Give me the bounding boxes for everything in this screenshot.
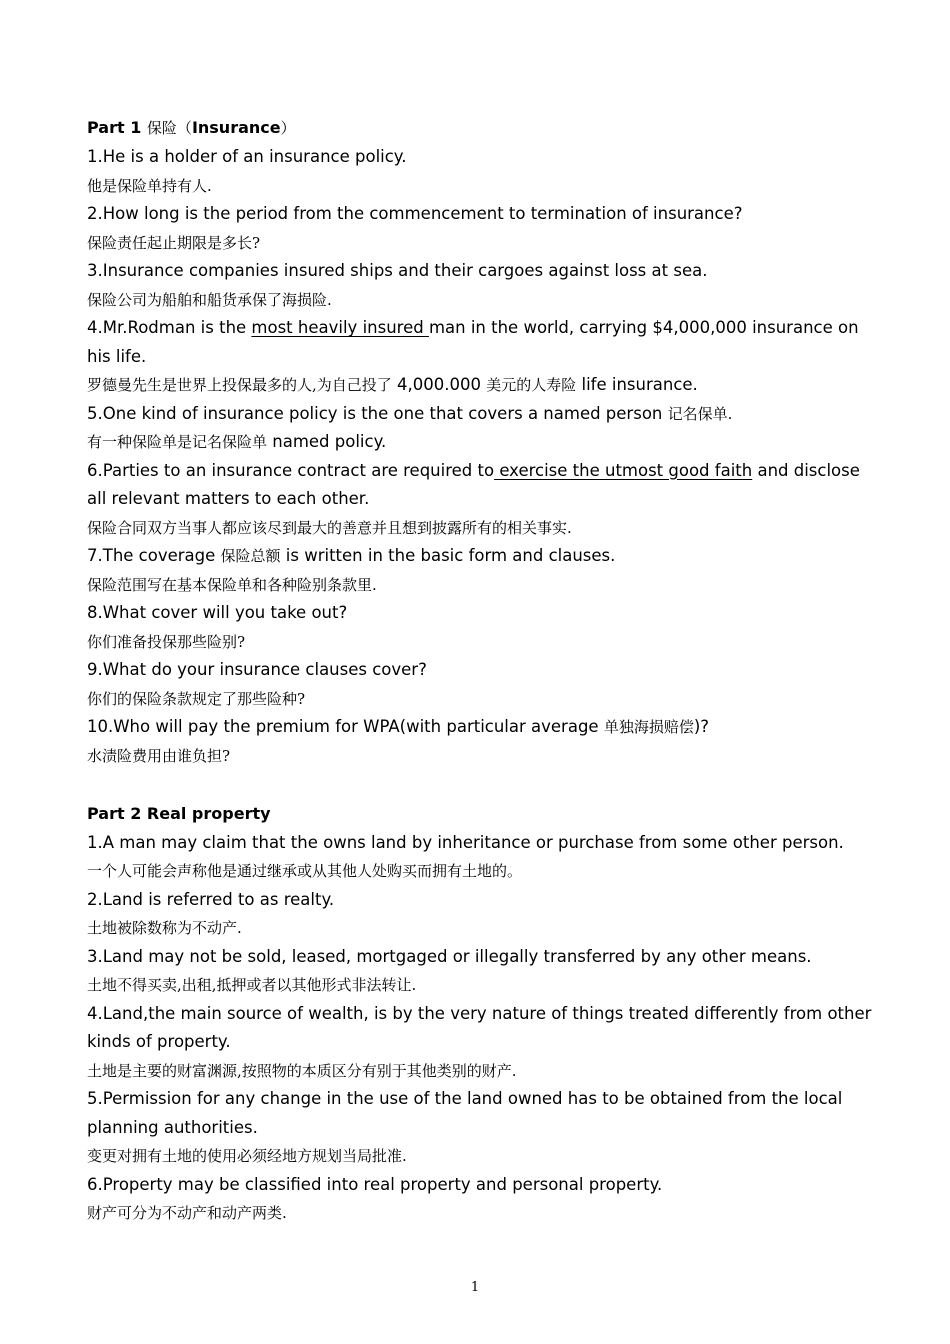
part1-item-9-cn: 你们的保险条款规定了那些险种? xyxy=(87,689,306,708)
part1-item-3-en: 3.Insurance companies insured ships and their cargoes against loss at sea. xyxy=(87,261,708,280)
part1-item-4-cn: 罗德曼先生是世界上投保最多的人,为自己投了 4,000.000 美元的人寿险 life insurance. xyxy=(87,375,698,394)
part1-item-1-cn: 他是保险单持有人. xyxy=(87,176,212,195)
part1-item-2-en: 2.How long is the period from the commencement to termination of insurance? xyxy=(87,204,743,223)
part1-item-7-cn: 保险范围写在基本保险单和各种险别条款里. xyxy=(87,575,377,594)
part2-heading: Part 2 Real property xyxy=(87,803,271,823)
part1-item-8-en: 8.What cover will you take out? xyxy=(87,603,348,622)
part1-item-8-cn: 你们准备投保那些险别? xyxy=(87,632,246,651)
part2-item-3-en: 3.Land may not be sold, leased, mortgaged or illegally transferred by any other means. xyxy=(87,946,812,966)
section-spacer xyxy=(87,770,877,799)
part2-item-1-en: 1.A man may claim that the owns land by inheritance or purchase from some other person. xyxy=(87,832,844,852)
part1-item-9-en: 9.What do your insurance clauses cover? xyxy=(87,660,427,679)
part1-item-6-en: 6.Parties to an insurance contract are required to exercise the utmost good faith and disclose all relevant matters to each other. xyxy=(87,460,860,508)
part2-item-1-cn: 一个人可能会声称他是通过继承或从其他人处购买而拥有土地的。 xyxy=(87,862,523,880)
part1-heading-cn: 保险（ xyxy=(146,119,192,137)
document-page xyxy=(87,113,877,1228)
part1-item-10-en: 10.Who will pay the premium for WPA(with particular average 单独海损赔偿)? xyxy=(87,717,710,736)
part1-item-6-cn: 保险合同双方当事人都应该尽到最大的善意并且想到披露所有的相关事实. xyxy=(87,518,572,537)
part2-item-2-en: 2.Land is referred to as realty. xyxy=(87,889,335,909)
part1-item-5-cn: 有一种保险单是记名保险单 named policy. xyxy=(87,432,387,451)
page-number: 1 xyxy=(470,1280,480,1295)
part2-item-6-cn: 财产可分为不动产和动产两类. xyxy=(87,1204,287,1222)
part1-item-3-cn: 保险公司为船舶和船货承保了海损险. xyxy=(87,290,332,309)
part1-item-2-cn: 保险责任起止期限是多长? xyxy=(87,233,261,252)
part2-item-5-cn: 变更对拥有土地的使用必须经地方规划当局批准. xyxy=(87,1147,407,1165)
part1-item-1-en: 1.He is a holder of an insurance policy. xyxy=(87,147,407,166)
part1-item-4-en: 4.Mr.Rodman is the most heavily insured man in the world, carrying $4,000,000 insurance on his life. xyxy=(87,318,859,366)
underlined-phrase: most heavily insured xyxy=(251,318,429,337)
part2-item-3-cn: 土地不得买卖,出租,抵押或者以其他形式非法转让. xyxy=(87,976,417,994)
part2-item-5-en: 5.Permission for any change in the use of the land owned has to be obtained from the local planning authorities. xyxy=(87,1089,843,1137)
part1-item-7-en: 7.The coverage 保险总额 is written in the basic form and clauses. xyxy=(87,546,616,565)
underlined-phrase: exercise the utmost good faith xyxy=(494,460,753,480)
part2-item-4-cn: 土地是主要的财富渊源,按照物的本质区分有别于其他类别的财产. xyxy=(87,1061,517,1080)
part1-item-5-en: 5.One kind of insurance policy is the one that covers a named person 记名保单. xyxy=(87,403,733,423)
part2-item-2-cn: 土地被除数称为不动产. xyxy=(87,919,242,937)
part2-item-6-en: 6.Property may be classified into real property and personal property. xyxy=(87,1174,663,1194)
part2-item-4-en: 4.Land,the main source of wealth, is by the very nature of things treated differently from other kinds of property. xyxy=(87,1003,872,1051)
part1-heading: Part 1 保险（Insurance） xyxy=(87,118,296,137)
part1-item-10-cn: 水渍险费用由谁负担? xyxy=(87,746,231,765)
part1-heading-term: Insurance xyxy=(191,118,281,137)
